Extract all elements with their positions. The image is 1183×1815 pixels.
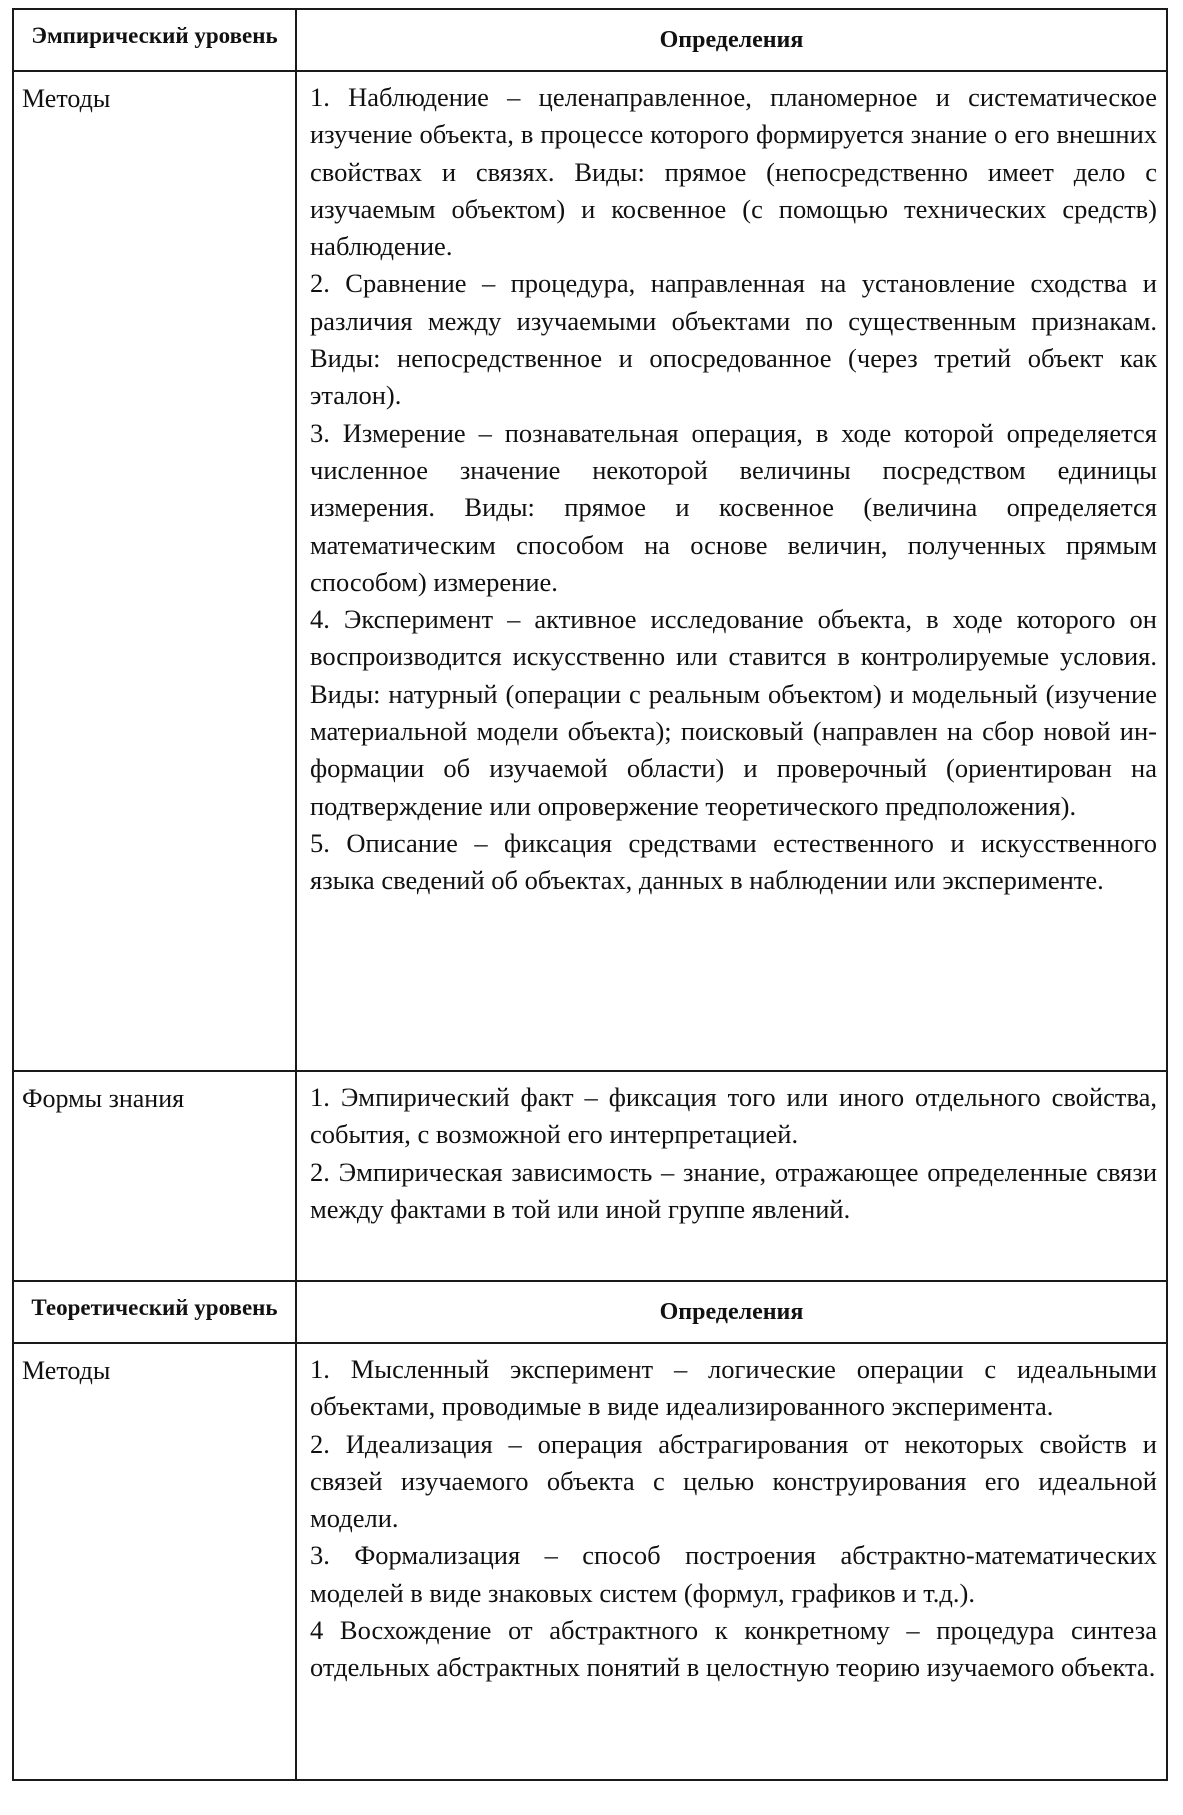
- table-row: [13, 1343, 1167, 1780]
- table-header-row: [13, 9, 1167, 71]
- definition-item: 2. Сравнение – процедура, направленная на установление сходства и различия между изучаемыми объектами по существенным признакам. Виды: непосредственное и опосредованное (через третий объект как эталон).: [310, 268, 1157, 411]
- row-label: Методы: [13, 1343, 296, 1780]
- definitions-cell: [296, 71, 1167, 1071]
- definition-item: 3. Формализация – способ построения абстрактно-математических моделей в виде знаковых систем (формул, графиков и т.д.).: [310, 1540, 1157, 1608]
- levels-table: [12, 8, 1168, 1781]
- level-header-cell: Эмпирический уровень: [13, 9, 296, 71]
- definition-item: 4 Восхождение от абстрактного к конкретному – процедура синтеза отдельных абстрактных понятий в целостную теорию изучаемого объекта.: [310, 1615, 1157, 1683]
- definitions-cell: [296, 1071, 1167, 1281]
- table-row: [13, 1071, 1167, 1281]
- definitions-header-cell: Определения: [296, 1281, 1167, 1343]
- definition-item: 4. Эксперимент – активное исследование объекта, в ходе которого он воспроизводится искусственно или ставится в контролируемые условия. Виды: натурный (операции с реальным объектом) и модельный (изучение материальной модели объекта); поисковый (направлен на сбор новой информации об изучаемой области) и проверочный (ориентирован на подтверждение или опровержение теоретического предположения).: [310, 604, 1157, 821]
- definitions-header-cell: Определения: [296, 9, 1167, 71]
- definition-item: 5. Описание – фиксация средствами естественного и искусственного языка сведений об объектах, данных в наблюдении или эксперименте.: [310, 827, 1157, 896]
- table-row: [13, 71, 1167, 1071]
- definition-item: 1. Наблюдение – целенаправленное, планомерное и систематическое изучение объекта, в процессе которого формируется знание о его внешних свойствах и связях. Виды: прямое (непосредственно имеет дело с изучаемым объектом) и косвенное (с помощью технических средств) наблюдение.: [310, 82, 1157, 262]
- table-header-row: [13, 1281, 1167, 1343]
- definition-item: 1. Мысленный эксперимент – логические операции с идеальными объектами, проводимые в виде идеализированного эксперимента.: [310, 1354, 1157, 1422]
- row-label: Методы: [13, 71, 296, 1071]
- level-header-cell: Теоретический уровень: [13, 1281, 296, 1343]
- definition-item: 2. Идеализация – операция абстрагирования от некоторых свойств и связей изучаемого объекта с целью конструирования его идеальной модели.: [310, 1428, 1157, 1534]
- definition-item: 1. Эмпирический факт – фиксация того или иного отдельного свойства, события, с возможной его интерпретацией.: [310, 1082, 1157, 1150]
- row-label: Формы знания: [13, 1071, 296, 1281]
- definition-item: 2. Эмпирическая зависимость – знание, отражающее определенные связи между фактами в той или иной группе явлений.: [310, 1156, 1157, 1224]
- document-page: [12, 8, 1166, 1781]
- definition-item: 3. Измерение – познавательная операция, в ходе которой определяется численное значение некоторой величины посредством единицы измерения. Виды: прямое и косвенное (величина определяется математическим способом на основе величин, полученных прямым способом) измерение.: [310, 417, 1157, 597]
- definitions-cell: [296, 1343, 1167, 1780]
